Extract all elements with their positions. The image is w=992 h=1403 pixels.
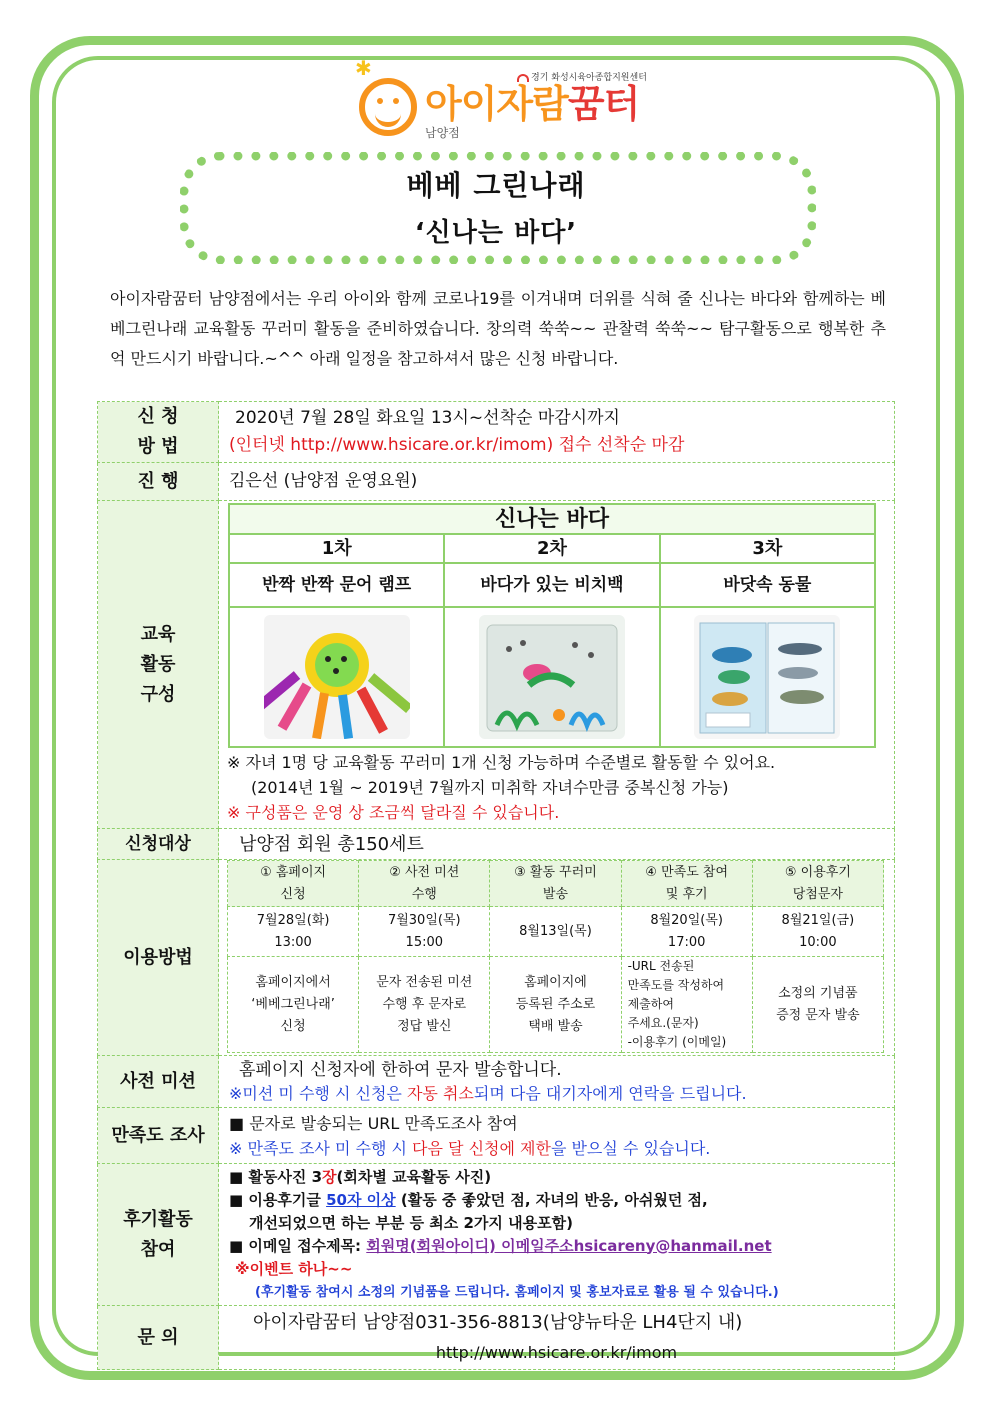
- usage-step-detail: 홈페이지에 등록된 주소로 택배 발송: [490, 957, 621, 1053]
- usage-step-header: ④ 만족도 참여 및 후기: [621, 861, 752, 907]
- usage-step-date: 7월30일(목) 15:00: [359, 907, 490, 957]
- logo-branch: 남양점: [425, 126, 460, 140]
- title-sub: ‘신나는 바다’: [414, 218, 578, 248]
- usage-step-header: ② 사전 미션 수행: [359, 861, 490, 907]
- activity-no: 3차: [660, 534, 875, 563]
- activity-title: 바다가 있는 비치백: [444, 563, 659, 607]
- mission-line-2: ※미션 미 수행 시 신청은 자동 취소되며 다음 대기자에게 연락을 드립니다.: [229, 1083, 747, 1103]
- review-event-detail: (후기활동 참여시 소정의 기념품을 드립니다. 홈페이지 및 홍보자료로 활용 될 수 있습니다.): [255, 1284, 779, 1300]
- contact-url[interactable]: http://www.hsicare.or.kr/imom: [435, 1342, 678, 1362]
- label-mission: 사전 미션: [98, 1056, 219, 1108]
- info-table: [97, 401, 895, 1370]
- row-activity: [98, 501, 895, 829]
- review-email-link[interactable]: 회원명(회원아이디) 이메일주소hsicareny@hanmail.net: [366, 1236, 772, 1255]
- row-review: [98, 1164, 895, 1306]
- label-target: 신청대상: [98, 829, 219, 860]
- usage-step-date: 8월21일(금) 10:00: [752, 907, 883, 957]
- usage-step-header: ⑤ 이용후기 당첨문자: [752, 861, 883, 907]
- logo-center-name: 경기 화성시육아종합지원센터: [517, 70, 647, 83]
- sea-animals-book-photo: [694, 615, 840, 739]
- review-line-3: 개선되었으면 하는 부분 등 최소 2가지 내용포함): [249, 1213, 573, 1232]
- usage-step-header: ① 홈페이지 신청: [228, 861, 359, 907]
- usage-step-detail: 소정의 기념품 증정 문자 발송: [752, 957, 883, 1053]
- activity-note-3: ※ 구성품은 운영 상 조금씩 달라질 수 있습니다.: [227, 803, 560, 822]
- activity-title: 반짝 반짝 문어 램프: [229, 563, 444, 607]
- smiley-face-icon: [359, 78, 417, 136]
- progress-value: 김은선 (남양점 운영요원): [219, 463, 895, 501]
- apply-date: 2020년 7월 28일 화요일 13시~선착순 마감시까지: [235, 408, 620, 428]
- label-apply: 신 청 방 법: [98, 402, 219, 463]
- apply-method: (인터넷 http://www.hsicare.or.kr/imom) 접수 선착순 마감: [229, 435, 685, 455]
- title-main: 베베 그린나래: [406, 169, 586, 202]
- row-apply: [98, 402, 895, 463]
- review-line-4: ■ 이메일 접수제목: 회원명(회원아이디) 이메일주소hsicareny@hanmail.net: [229, 1236, 772, 1255]
- label-survey: 만족도 조사: [98, 1108, 219, 1164]
- row-usage: [98, 860, 895, 1056]
- activity-header: 신나는 바다: [229, 504, 875, 534]
- mission-line-1: 홈페이지 신청자에 한하여 문자 발송합니다.: [239, 1059, 562, 1080]
- usage-step-detail: 홈페이지에서 ‘베베그린나래’ 신청: [228, 957, 359, 1053]
- row-progress: [98, 463, 895, 501]
- label-usage: 이용방법: [98, 860, 219, 1056]
- usage-table: [227, 860, 884, 1053]
- activity-no: 1차: [229, 534, 444, 563]
- logo-name: 아이자람꿈터: [425, 82, 640, 126]
- activity-note-2: (2014년 1월 ~ 2019년 7월까지 미취학 자녀수만큼 중복신청 가능): [251, 778, 729, 797]
- usage-step-detail: 문자 전송된 미션 수행 후 문자로 정답 발신: [359, 957, 490, 1053]
- review-event: ※이벤트 하나~~: [235, 1259, 353, 1278]
- row-mission: [98, 1056, 895, 1108]
- star-icon: ✱: [355, 56, 372, 80]
- label-contact: 문 의: [98, 1306, 219, 1370]
- beach-bag-photo: [479, 615, 625, 739]
- usage-step-date: 7월28일(화) 13:00: [228, 907, 359, 957]
- logo: [355, 56, 655, 142]
- review-line-1: ■ 활동사진 3장(회차별 교육활동 사진): [229, 1167, 492, 1186]
- usage-step-date: 8월20일(목) 17:00: [621, 907, 752, 957]
- label-review: 후기활동 참여: [98, 1164, 219, 1306]
- survey-line-2: ※ 만족도 조사 미 수행 시 다음 달 신청에 제한을 받으실 수 있습니다.: [229, 1138, 711, 1158]
- survey-line-1: ■ 문자로 발송되는 URL 만족도조사 참여: [229, 1113, 518, 1133]
- contact-line-1: 아이자람꿈터 남양점031-356-8813(남양뉴타운 LH4단지 내): [253, 1311, 743, 1333]
- usage-step-date: 8월13일(목): [490, 907, 621, 957]
- activity-no: 2차: [444, 534, 659, 563]
- center-logo-icon: [517, 74, 529, 82]
- row-target: [98, 829, 895, 860]
- activity-note-1: ※ 자녀 1명 당 교육활동 꾸러미 1개 신청 가능하며 수준별로 활동할 수 있어요.: [227, 753, 776, 772]
- review-line-2: ■ 이용후기글 50자 이상 (활동 중 좋았던 점, 자녀의 반응, 아쉬웠던 점,: [229, 1190, 708, 1209]
- label-progress: 진 행: [98, 463, 219, 501]
- target-value: 남양점 회원 총150세트: [219, 829, 895, 860]
- row-contact: [98, 1306, 895, 1370]
- activity-table: [228, 503, 876, 748]
- usage-step-detail: -URL 전송된 만족도를 작성하여 제출하여 주세요.(문자) -이용후기 (이메일): [621, 957, 752, 1053]
- usage-step-header: ③ 활동 꾸러미 발송: [490, 861, 621, 907]
- octopus-lamp-photo: [264, 615, 410, 739]
- intro-paragraph: 아이자람꿈터 남양점에서는 우리 아이와 함께 코로나19를 이겨내며 더위를 식혀 줄 신나는 바다와 함께하는 베베그린나래 교육활동 꾸러미 활동을 준비하였습니다. 창의력 쑥쑥~~ 관찰력 쑥쑥~~ 탐구활동으로 행복한 추억 만드시기 바랍니다.~^^ 아래 일정을 참고하셔서 많은 신청 바랍니다.: [110, 289, 886, 368]
- activity-title: 바닷속 동물: [660, 563, 875, 607]
- row-survey: [98, 1108, 895, 1164]
- label-activity: 교육 활동 구성: [98, 501, 219, 829]
